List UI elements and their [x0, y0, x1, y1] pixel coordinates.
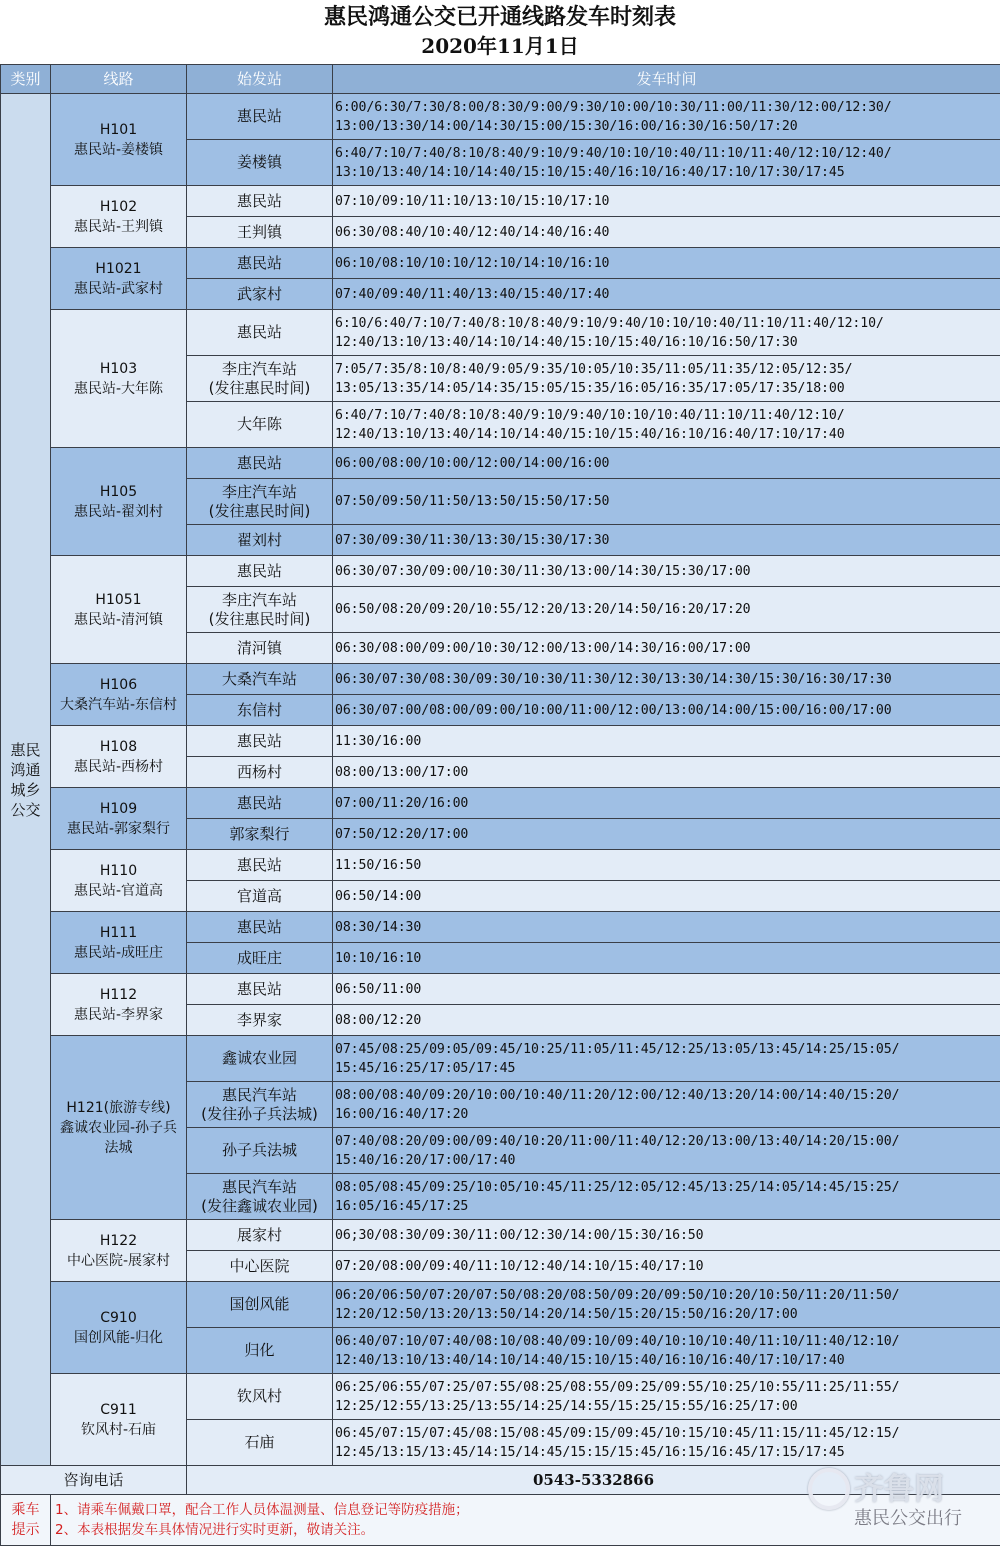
- station-cell: 惠民站: [187, 850, 333, 881]
- departure-times: 06:30/08:00/09:00/10:30/12:00/13:00/14:30/16:00/17:00: [333, 633, 1000, 664]
- route-name: 大桑汽车站-东信村: [51, 695, 186, 715]
- route-cell: [51, 186, 187, 248]
- watermark: [854, 1464, 962, 1530]
- route-name: 鑫诚农业园-孙子兵法城: [51, 1118, 186, 1158]
- station-cell: 东信村: [187, 695, 333, 726]
- table-row: [1, 248, 1000, 279]
- route-cell: [51, 1282, 187, 1374]
- table-row: [1, 788, 1000, 819]
- route-name: 惠民站-王判镇: [51, 217, 186, 237]
- departure-times: 07:10/09:10/11:10/13:10/15:10/17:10: [333, 186, 1000, 217]
- table-row: [1, 912, 1000, 943]
- station-cell: 惠民站: [187, 974, 333, 1005]
- station-cell: 惠民站: [187, 248, 333, 279]
- departure-times: 08:05/08:45/09:25/10:05/10:45/11:25/12:05/12:45/13:25/14:05/14:45/15:25/ 16:05/16:45/17:25: [333, 1174, 1000, 1220]
- route-name: 惠民站-武家村: [51, 279, 186, 299]
- route-name: 惠民站-大年陈: [51, 379, 186, 399]
- departure-times: 06:30/07:30/08:30/09:30/10:30/11:30/12:30/13:30/14:30/15:30/16:30/17:30: [333, 664, 1000, 695]
- table-row: [1, 186, 1000, 217]
- departure-times: 06:10/08:10/10:10/12:10/14:10/16:10: [333, 248, 1000, 279]
- page-title-block: [0, 0, 1000, 64]
- departure-times: 06:20/06:50/07:20/07:50/08:20/08:50/09:20/09:50/10:20/10:50/11:20/11:50/ 12:20/12:50/13:20/13:50/14:20/14:50/15:20/15:50/16:20/17:00: [333, 1282, 1000, 1328]
- category-cell: [1, 94, 51, 1466]
- table-row: [1, 850, 1000, 881]
- station-cell: 钦风村: [187, 1374, 333, 1420]
- route-cell: [51, 788, 187, 850]
- contact-row: [1, 1466, 1000, 1495]
- route-code: H111: [51, 923, 186, 943]
- departure-times: 06:50/14:00: [333, 881, 1000, 912]
- page-title: 惠民鸿通公交已开通线路发车时刻表: [0, 0, 1000, 32]
- route-name: 惠民站-成旺庄: [51, 943, 186, 963]
- route-code: H101: [51, 120, 186, 140]
- station-cell: 惠民汽车站 (发往鑫诚农业园): [187, 1174, 333, 1220]
- route-name: 惠民站-姜楼镇: [51, 140, 186, 160]
- departure-times: 08:00/13:00/17:00: [333, 757, 1000, 788]
- station-cell: 郭家梨行: [187, 819, 333, 850]
- station-cell: 李界家: [187, 1005, 333, 1036]
- route-code: H108: [51, 737, 186, 757]
- table-row: [1, 1036, 1000, 1082]
- station-cell: 惠民汽车站 (发往孙子兵法城): [187, 1082, 333, 1128]
- station-cell: 国创风能: [187, 1282, 333, 1328]
- timetable-body: [1, 65, 1000, 1466]
- station-cell: 惠民站: [187, 186, 333, 217]
- departure-times: 07:40/09:40/11:40/13:40/15:40/17:40: [333, 279, 1000, 310]
- header-station: 始发站: [187, 65, 333, 94]
- route-code: H112: [51, 985, 186, 1005]
- tip-line-2: 2、本表根据发车具体情况进行实时更新，敬请关注。: [55, 1520, 1000, 1540]
- table-row: [1, 974, 1000, 1005]
- departure-times: 6:40/7:10/7:40/8:10/8:40/9:10/9:40/10:10/10:40/11:10/11:40/12:10/12:40/ 13:10/13:40/14:10/14:40/15:10/15:40/16:10/16:40/17:10/17:30/17:45: [333, 140, 1000, 186]
- route-name: 国创风能-归化: [51, 1328, 186, 1348]
- header-row: [1, 65, 1000, 94]
- route-cell: [51, 850, 187, 912]
- station-cell: 惠民站: [187, 94, 333, 140]
- departure-times: 6:10/6:40/7:10/7:40/8:10/8:40/9:10/9:40/10:10/10:40/11:10/11:40/12:10/ 12:40/13:10/13:40/14:10/14:40/15:10/15:40/16:10/16:50/17:30: [333, 310, 1000, 356]
- departure-times: 07:00/11:20/16:00: [333, 788, 1000, 819]
- station-cell: 大年陈: [187, 402, 333, 448]
- departure-times: 6:00/6:30/7:30/8:00/8:30/9:00/9:30/10:00/10:30/11:00/11:30/12:00/12:30/ 13:00/13:30/14:00/14:30/15:00/15:30/16:00/16:30/16:50/17:20: [333, 94, 1000, 140]
- departure-times: 08:00/12:20: [333, 1005, 1000, 1036]
- route-cell: [51, 974, 187, 1036]
- route-code: H122: [51, 1231, 186, 1251]
- station-cell: 王判镇: [187, 217, 333, 248]
- table-row: [1, 556, 1000, 587]
- station-cell: 官道高: [187, 881, 333, 912]
- category-label: 惠民鸿通城乡公交: [8, 740, 44, 820]
- departure-times: 06:30/07:00/08:00/09:00/10:00/11:00/12:00/13:00/14:00/15:00/16:00/17:00: [333, 695, 1000, 726]
- departure-times: 06:00/08:00/10:00/12:00/14:00/16:00: [333, 448, 1000, 479]
- station-cell: 惠民站: [187, 788, 333, 819]
- header-time: 发车时间: [333, 65, 1000, 94]
- route-cell: [51, 248, 187, 310]
- departure-times: 07:50/12:20/17:00: [333, 819, 1000, 850]
- departure-times: 7:05/7:35/8:10/8:40/9:05/9:35/10:05/10:35/11:05/11:35/12:05/12:35/ 13:05/13:35/14:05/14:35/15:05/15:35/16:05/16:35/17:05/17:35/18:00: [333, 356, 1000, 402]
- station-cell: 中心医院: [187, 1251, 333, 1282]
- route-cell: [51, 1036, 187, 1220]
- departure-times: 11:30/16:00: [333, 726, 1000, 757]
- route-name: 惠民站-翟刘村: [51, 502, 186, 522]
- table-row: [1, 310, 1000, 356]
- station-cell: 武家村: [187, 279, 333, 310]
- table-row: [1, 94, 1000, 140]
- table-row: [1, 1282, 1000, 1328]
- header-line: 线路: [51, 65, 187, 94]
- route-code: H1051: [51, 590, 186, 610]
- departure-times: 10:10/16:10: [333, 943, 1000, 974]
- route-cell: [51, 664, 187, 726]
- departure-times: 07:45/08:25/09:05/09:45/10:25/11:05/11:45/12:25/13:05/13:45/14:25/15:05/ 15:45/16:25/17:05/17:45: [333, 1036, 1000, 1082]
- route-name: 惠民站-郭家梨行: [51, 819, 186, 839]
- departure-times: 06:25/06:55/07:25/07:55/08:25/08:55/09:25/09:55/10:25/10:55/11:25/11:55/ 12:25/12:55/13:25/13:55/14:25/14:55/15:25/15:55/16:25/17:00: [333, 1374, 1000, 1420]
- route-name: 钦风村-石庙: [51, 1420, 186, 1440]
- departure-times: 06:40/07:10/07:40/08:10/08:40/09:10/09:40/10:10/10:40/11:10/11:40/12:10/ 12:40/13:10/13:40/14:10/14:40/15:10/15:40/16:10/16:40/17:10/17:40: [333, 1328, 1000, 1374]
- station-cell: 惠民站: [187, 556, 333, 587]
- page-date: 2020年11月1日: [0, 32, 1000, 60]
- route-cell: [51, 912, 187, 974]
- route-cell: [51, 726, 187, 788]
- station-cell: 清河镇: [187, 633, 333, 664]
- departure-times: 07:30/09:30/11:30/13:30/15:30/17:30: [333, 525, 1000, 556]
- station-cell: 惠民站: [187, 726, 333, 757]
- route-cell: [51, 1374, 187, 1466]
- route-name: 惠民站-西杨村: [51, 757, 186, 777]
- departure-times: 07:20/08:00/09:40/11:10/12:40/14:10/15:40/17:10: [333, 1251, 1000, 1282]
- table-row: [1, 664, 1000, 695]
- route-code: C911: [51, 1400, 186, 1420]
- route-name: 惠民站-官道高: [51, 881, 186, 901]
- departure-times: 07:50/09:50/11:50/13:50/15:50/17:50: [333, 479, 1000, 525]
- station-cell: 鑫诚农业园: [187, 1036, 333, 1082]
- station-cell: 惠民站: [187, 310, 333, 356]
- station-cell: 李庄汽车站 (发往惠民时间): [187, 587, 333, 633]
- departure-times: 06:50/11:00: [333, 974, 1000, 1005]
- station-cell: 石庙: [187, 1420, 333, 1466]
- route-code: H109: [51, 799, 186, 819]
- station-cell: 孙子兵法城: [187, 1128, 333, 1174]
- station-cell: 翟刘村: [187, 525, 333, 556]
- departure-times: 06:30/07:30/09:00/10:30/11:30/13:00/14:30/15:30/17:00: [333, 556, 1000, 587]
- station-cell: 成旺庄: [187, 943, 333, 974]
- station-cell: 姜楼镇: [187, 140, 333, 186]
- footer-body: [1, 1466, 1000, 1546]
- route-name: 惠民站-清河镇: [51, 610, 186, 630]
- timetable: [0, 64, 1000, 1546]
- station-cell: 展家村: [187, 1220, 333, 1251]
- watermark-brand: 齐鲁网: [854, 1464, 962, 1508]
- table-row: [1, 1374, 1000, 1420]
- route-code: H110: [51, 861, 186, 881]
- table-row: [1, 726, 1000, 757]
- table-row: [1, 448, 1000, 479]
- departure-times: 06:50/08:20/09:20/10:55/12:20/13:20/14:50/16:20/17:20: [333, 587, 1000, 633]
- route-code: H1021: [51, 259, 186, 279]
- station-cell: 大桑汽车站: [187, 664, 333, 695]
- route-cell: [51, 1220, 187, 1282]
- route-cell: [51, 448, 187, 556]
- route-code: H105: [51, 482, 186, 502]
- route-cell: [51, 556, 187, 664]
- route-code: H103: [51, 359, 186, 379]
- route-code: C910: [51, 1308, 186, 1328]
- route-name: 惠民站-李界家: [51, 1005, 186, 1025]
- station-cell: 归化: [187, 1328, 333, 1374]
- departure-times: 6:40/7:10/7:40/8:10/8:40/9:10/9:40/10:10/10:40/11:10/11:40/12:10/ 12:40/13:10/13:40/14:10/14:40/15:10/15:40/16:10/16:40/17:10/17:40: [333, 402, 1000, 448]
- station-cell: 李庄汽车站 (发往惠民时间): [187, 479, 333, 525]
- departure-times: 07:40/08:20/09:00/09:40/10:20/11:00/11:40/12:20/13:00/13:40/14:20/15:00/ 15:40/16:20/17:00/17:40: [333, 1128, 1000, 1174]
- tips-label: 乘车 提示: [1, 1495, 51, 1546]
- contact-phone: 0543-5332866: [187, 1466, 1000, 1495]
- contact-label: 咨询电话: [1, 1466, 187, 1495]
- departure-times: 06:45/07:15/07:45/08:15/08:45/09:15/09:45/10:15/10:45/11:15/11:45/12:15/ 12:45/13:15/13:45/14:15/14:45/15:15/15:45/16:15/16:45/17:15/17:45: [333, 1420, 1000, 1466]
- departure-times: 11:50/16:50: [333, 850, 1000, 881]
- route-cell: [51, 94, 187, 186]
- tip-line-1: 1、请乘车佩戴口罩，配合工作人员体温测量、信息登记等防疫措施；: [55, 1500, 1000, 1520]
- route-code: H121(旅游专线): [51, 1098, 186, 1118]
- departure-times: 08:30/14:30: [333, 912, 1000, 943]
- departure-times: 06:30/08:40/10:40/12:40/14:40/16:40: [333, 217, 1000, 248]
- route-cell: [51, 310, 187, 448]
- departure-times: 08:00/08:40/09:20/10:00/10:40/11:20/12:00/12:40/13:20/14:00/14:40/15:20/ 16:00/16:40/17:20: [333, 1082, 1000, 1128]
- station-cell: 李庄汽车站 (发往惠民时间): [187, 356, 333, 402]
- route-code: H102: [51, 197, 186, 217]
- header-category: 类别: [1, 65, 51, 94]
- station-cell: 惠民站: [187, 448, 333, 479]
- watermark-sub: 惠民公交出行: [854, 1504, 962, 1530]
- station-cell: 西杨村: [187, 757, 333, 788]
- station-cell: 惠民站: [187, 912, 333, 943]
- route-name: 中心医院-展家村: [51, 1251, 186, 1271]
- watermark-logo-icon: [808, 1468, 850, 1510]
- departure-times: 06;30/08:30/09:30/11:00/12:30/14:00/15:30/16:50: [333, 1220, 1000, 1251]
- route-code: H106: [51, 675, 186, 695]
- table-row: [1, 1220, 1000, 1251]
